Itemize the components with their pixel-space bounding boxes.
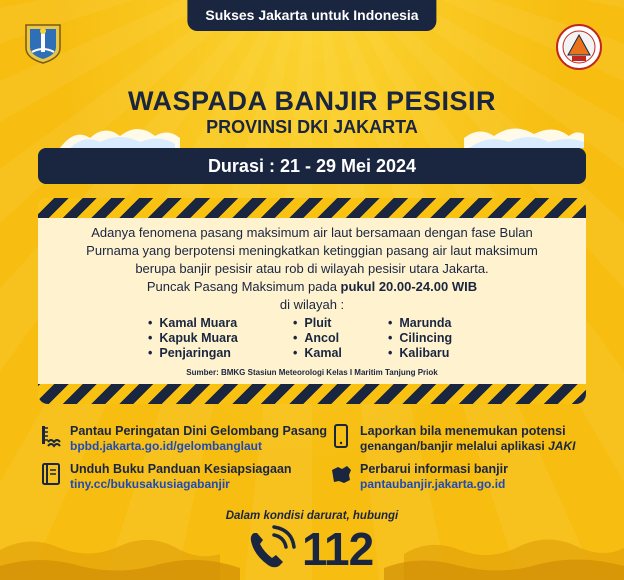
location-item: • Pluit xyxy=(293,316,388,330)
duration-text: Durasi : 21 - 29 Mei 2024 xyxy=(207,155,417,176)
page-subtitle: PROVINSI DKI JAKARTA xyxy=(206,117,418,137)
info-title: Pantau Peringatan Dini Gelombang Pasang xyxy=(70,424,327,438)
guidebook-link[interactable]: tiny.cc/bukusakusiagabanjir xyxy=(70,477,230,491)
emergency-number-block[interactable] xyxy=(246,523,373,575)
info-title: Laporkan bila menemukan potensi xyxy=(360,424,566,438)
location-list xyxy=(148,316,488,360)
location-item: • Kamal xyxy=(293,346,388,360)
peak-time: pukul 20.00-24.00 WIB xyxy=(340,279,478,294)
emergency-number[interactable]: 112 xyxy=(302,523,374,575)
info-report xyxy=(330,424,575,454)
duration-banner xyxy=(38,148,586,184)
info-guidebook xyxy=(40,462,292,492)
info-flood-update xyxy=(330,462,508,492)
notice-line: di wilayah : xyxy=(279,297,345,312)
smartphone-icon xyxy=(330,424,352,448)
location-item: • Kalibaru xyxy=(388,346,488,360)
wave-warning-link[interactable]: bpbd.jakarta.go.id/gelombanglaut xyxy=(70,439,263,453)
location-item: • Kapuk Muara xyxy=(148,331,293,345)
location-item: • Cilincing xyxy=(388,331,488,345)
map-icon xyxy=(330,462,352,486)
notice-line: Purnama yang berpotensi meningkatkan ketinggian pasang air laut maksimum xyxy=(86,243,538,258)
notice-line: berupa banjir pesisir atau rob di wilayah pesisir utara Jakarta. xyxy=(135,261,489,276)
report-text: genangan/banjir melalui aplikasi xyxy=(360,439,545,453)
jaki-app-label[interactable]: JAKI xyxy=(548,439,576,453)
emergency-label: Dalam kondisi darurat, hubungi xyxy=(225,510,399,522)
location-item: • Penjaringan xyxy=(148,346,293,360)
book-icon xyxy=(40,462,62,486)
info-wave-warning xyxy=(40,424,327,454)
flood-update-link[interactable]: pantaubanjir.jakarta.go.id xyxy=(360,477,506,491)
tide-gauge-icon xyxy=(40,424,62,448)
notice-line: Adanya fenomena pasang maksimum air laut bersamaan dengan fase Bulan xyxy=(91,225,533,240)
location-item: • Marunda xyxy=(388,316,488,330)
notice-card xyxy=(38,198,586,404)
page-title: WASPADA BANJIR PESISIR xyxy=(127,86,497,116)
info-text xyxy=(360,439,575,454)
info-title: Perbarui informasi banjir xyxy=(360,462,508,476)
source-note: Sumber: BMKG Stasiun Meteorologi Kelas I Maritim Tanjung Priok xyxy=(186,368,438,377)
hazard-stripe xyxy=(38,198,586,218)
peak-label: Puncak Pasang Maksimum pada xyxy=(146,279,341,294)
bpbd-emblem-icon xyxy=(556,24,602,70)
location-item: • Kamal Muara xyxy=(148,316,293,330)
hazard-stripe xyxy=(38,384,586,404)
jakarta-emblem-icon xyxy=(24,22,62,64)
location-item: • Ancol xyxy=(293,331,388,345)
notice-peak-line xyxy=(48,278,576,296)
slogan-banner: Sukses Jakarta untuk Indonesia xyxy=(187,0,436,31)
phone-call-icon xyxy=(246,525,298,573)
info-title: Unduh Buku Panduan Kesiapsiagaan xyxy=(70,462,292,476)
notice-text xyxy=(48,224,576,314)
